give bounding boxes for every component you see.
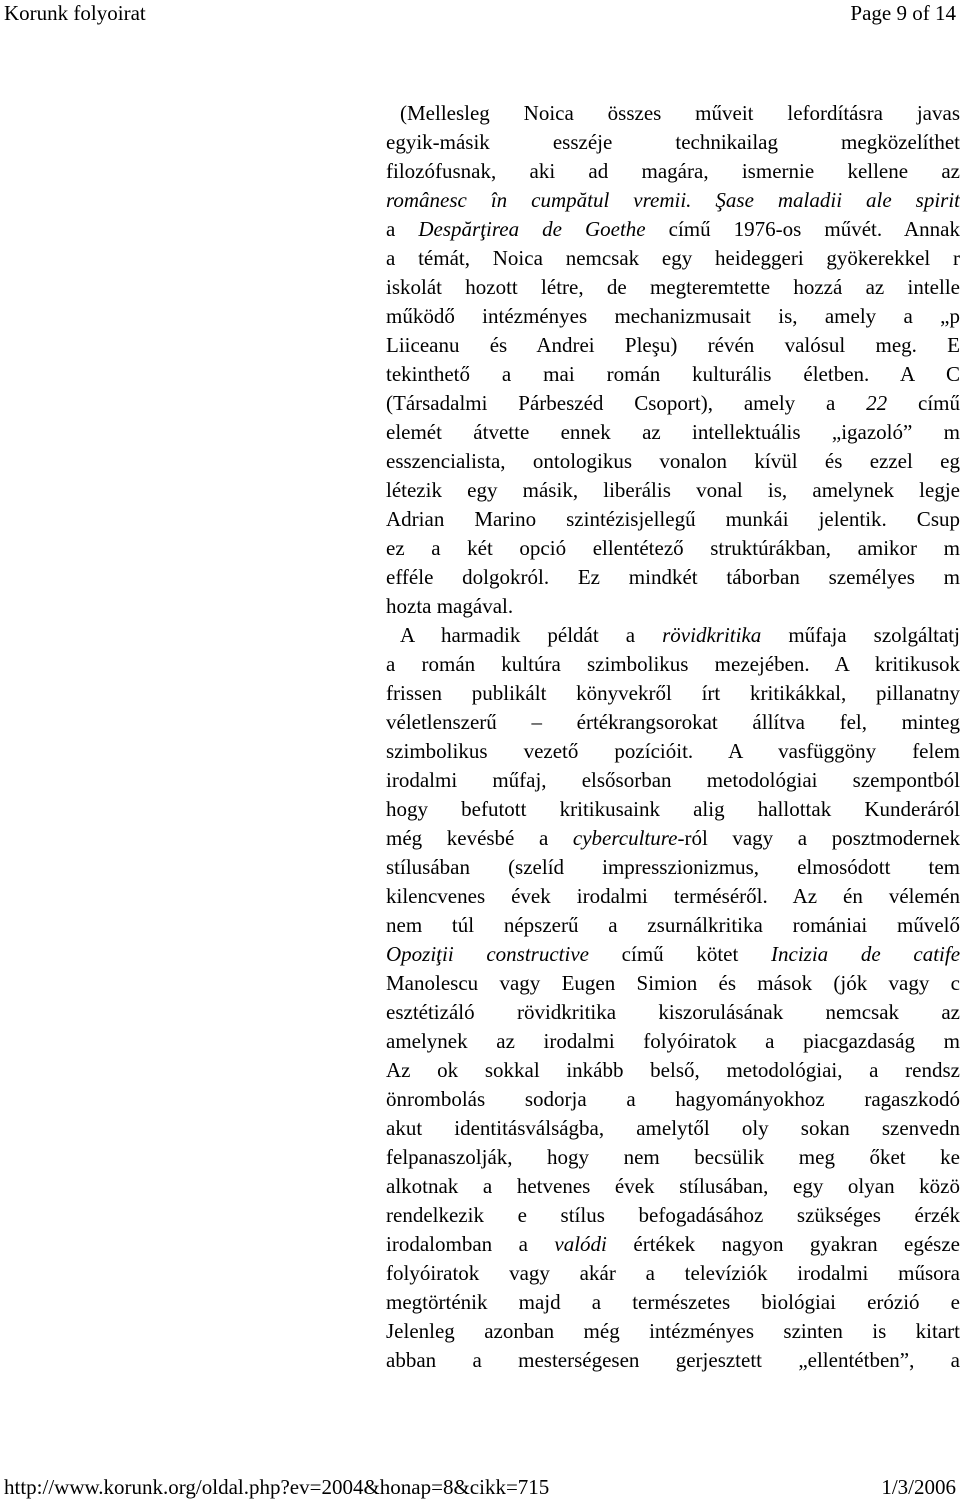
text-line: önrombolás sodorja a hagyományokhoz ragaszkodó: [386, 1087, 960, 1111]
footer-date: 1/3/2006: [881, 1475, 956, 1499]
text-line: amelynek az irodalmi folyóiratok a piacgazdaság m: [386, 1029, 960, 1053]
text-line: filozófusnak, aki ad magára, ismernie kellene az: [386, 159, 960, 183]
text-line: A harmadik példát a rövidkritika műfaja szolgáltatj: [400, 623, 960, 647]
text-line: létezik egy másik, liberális vonal is, amelynek legje: [386, 478, 960, 502]
text-line: irodalmi műfaj, elsősorban metodológiai szempontból: [386, 768, 960, 792]
text-line: hozta magával.: [386, 594, 514, 618]
text-line: működő intézményes mechanizmusait is, amely a „p: [386, 304, 960, 328]
text-line: Opoziţii constructive című kötet Incizia de catife: [386, 942, 960, 966]
header-site-title: Korunk folyoirat: [4, 1, 146, 25]
text-line: elemét átvette ennek az intellektuális „igazoló” m: [386, 420, 960, 444]
text-line: abban a mesterségesen gerjesztett „ellentétben”, a: [386, 1348, 960, 1372]
text-line: tekinthető a mai román kulturális életben. A C: [386, 362, 960, 386]
article-body: [386, 99, 960, 1439]
text-line: frissen publikált könyvekről írt kritikákkal, pillanatny: [386, 681, 960, 705]
text-line: nem túl népszerű a zsurnálkritika romániai művelő: [386, 913, 960, 937]
text-line: megtörténik majd a természetes biológiai erózió e: [386, 1290, 960, 1314]
text-line: véletlenszerű – értékrangsorokat állítva fel, minteg: [386, 710, 960, 734]
text-line: esszencialista, ontologikus vonalon kívül és ezzel eg: [386, 449, 960, 473]
text-line: még kevésbé a cyberculture-ról vagy a posztmodernek: [386, 826, 960, 850]
text-line: esztétizáló rövidkritika kiszorulásának nemcsak az: [386, 1000, 960, 1024]
text-line: alkotnak a hetvenes évek stílusában, egy olyan közö: [386, 1174, 960, 1198]
text-line: efféle dolgokról. Ez mindkét táborban személyes m: [386, 565, 960, 589]
text-line: felpanaszolják, hogy nem becsülik meg őket ke: [386, 1145, 960, 1169]
text-line: a román kultúra szimbolikus mezejében. A kritikusok: [386, 652, 960, 676]
text-line: a Despărţirea de Goethe című 1976-os művét. Annak: [386, 217, 960, 241]
text-line: Jelenleg azonban még intézményes szinten is kitart: [386, 1319, 960, 1343]
text-line: Adrian Marino szintézisjellegű munkái jelentik. Csup: [386, 507, 960, 531]
text-line: szimbolikus vezető pozícióit. A vasfüggöny felem: [386, 739, 960, 763]
header-page-number: Page 9 of 14: [850, 1, 956, 25]
text-line: iskolát hozott létre, de megteremtette hozzá az intelle: [386, 275, 960, 299]
text-line: hogy befutott kritikusaink alig hallottak Kunderáról: [386, 797, 960, 821]
footer-url: http://www.korunk.org/oldal.php?ev=2004&honap=8&cikk=715: [4, 1475, 550, 1499]
text-line: ez a két opció ellentétező struktúrákban, amikor m: [386, 536, 960, 560]
text-line: a témát, Noica nemcsak egy heideggeri gyökerekkel r: [386, 246, 960, 270]
text-line: Az ok sokkal inkább belső, metodológiai, a rendsz: [386, 1058, 960, 1082]
text-line: akut identitásválságba, amelytől oly sokan szenvedn: [386, 1116, 960, 1140]
text-line: Liiceanu és Andrei Pleşu) révén valósul meg. E: [386, 333, 960, 357]
text-line: românesc în cumpătul vremii. Şase maladii ale spirit: [386, 188, 960, 212]
text-line: egyik-másik esszéje technikailag megközelíthet: [386, 130, 960, 154]
text-line: (Mellesleg Noica összes műveit lefordításra javas: [400, 101, 960, 125]
text-line: stílusában (szelíd impresszionizmus, elmosódott tem: [386, 855, 960, 879]
text-line: folyóiratok vagy akár a televíziók irodalmi műsora: [386, 1261, 960, 1285]
text-line: irodalomban a valódi értékek nagyon gyakran egésze: [386, 1232, 960, 1256]
text-line: rendelkezik e stílus befogadásához szükséges érzék: [386, 1203, 960, 1227]
text-line: Manolescu vagy Eugen Simion és mások (jók vagy c: [386, 971, 960, 995]
text-line: kilencvenes évek irodalmi terméséről. Az én vélemén: [386, 884, 960, 908]
text-line: (Társadalmi Párbeszéd Csoport), amely a 22 című: [386, 391, 960, 415]
